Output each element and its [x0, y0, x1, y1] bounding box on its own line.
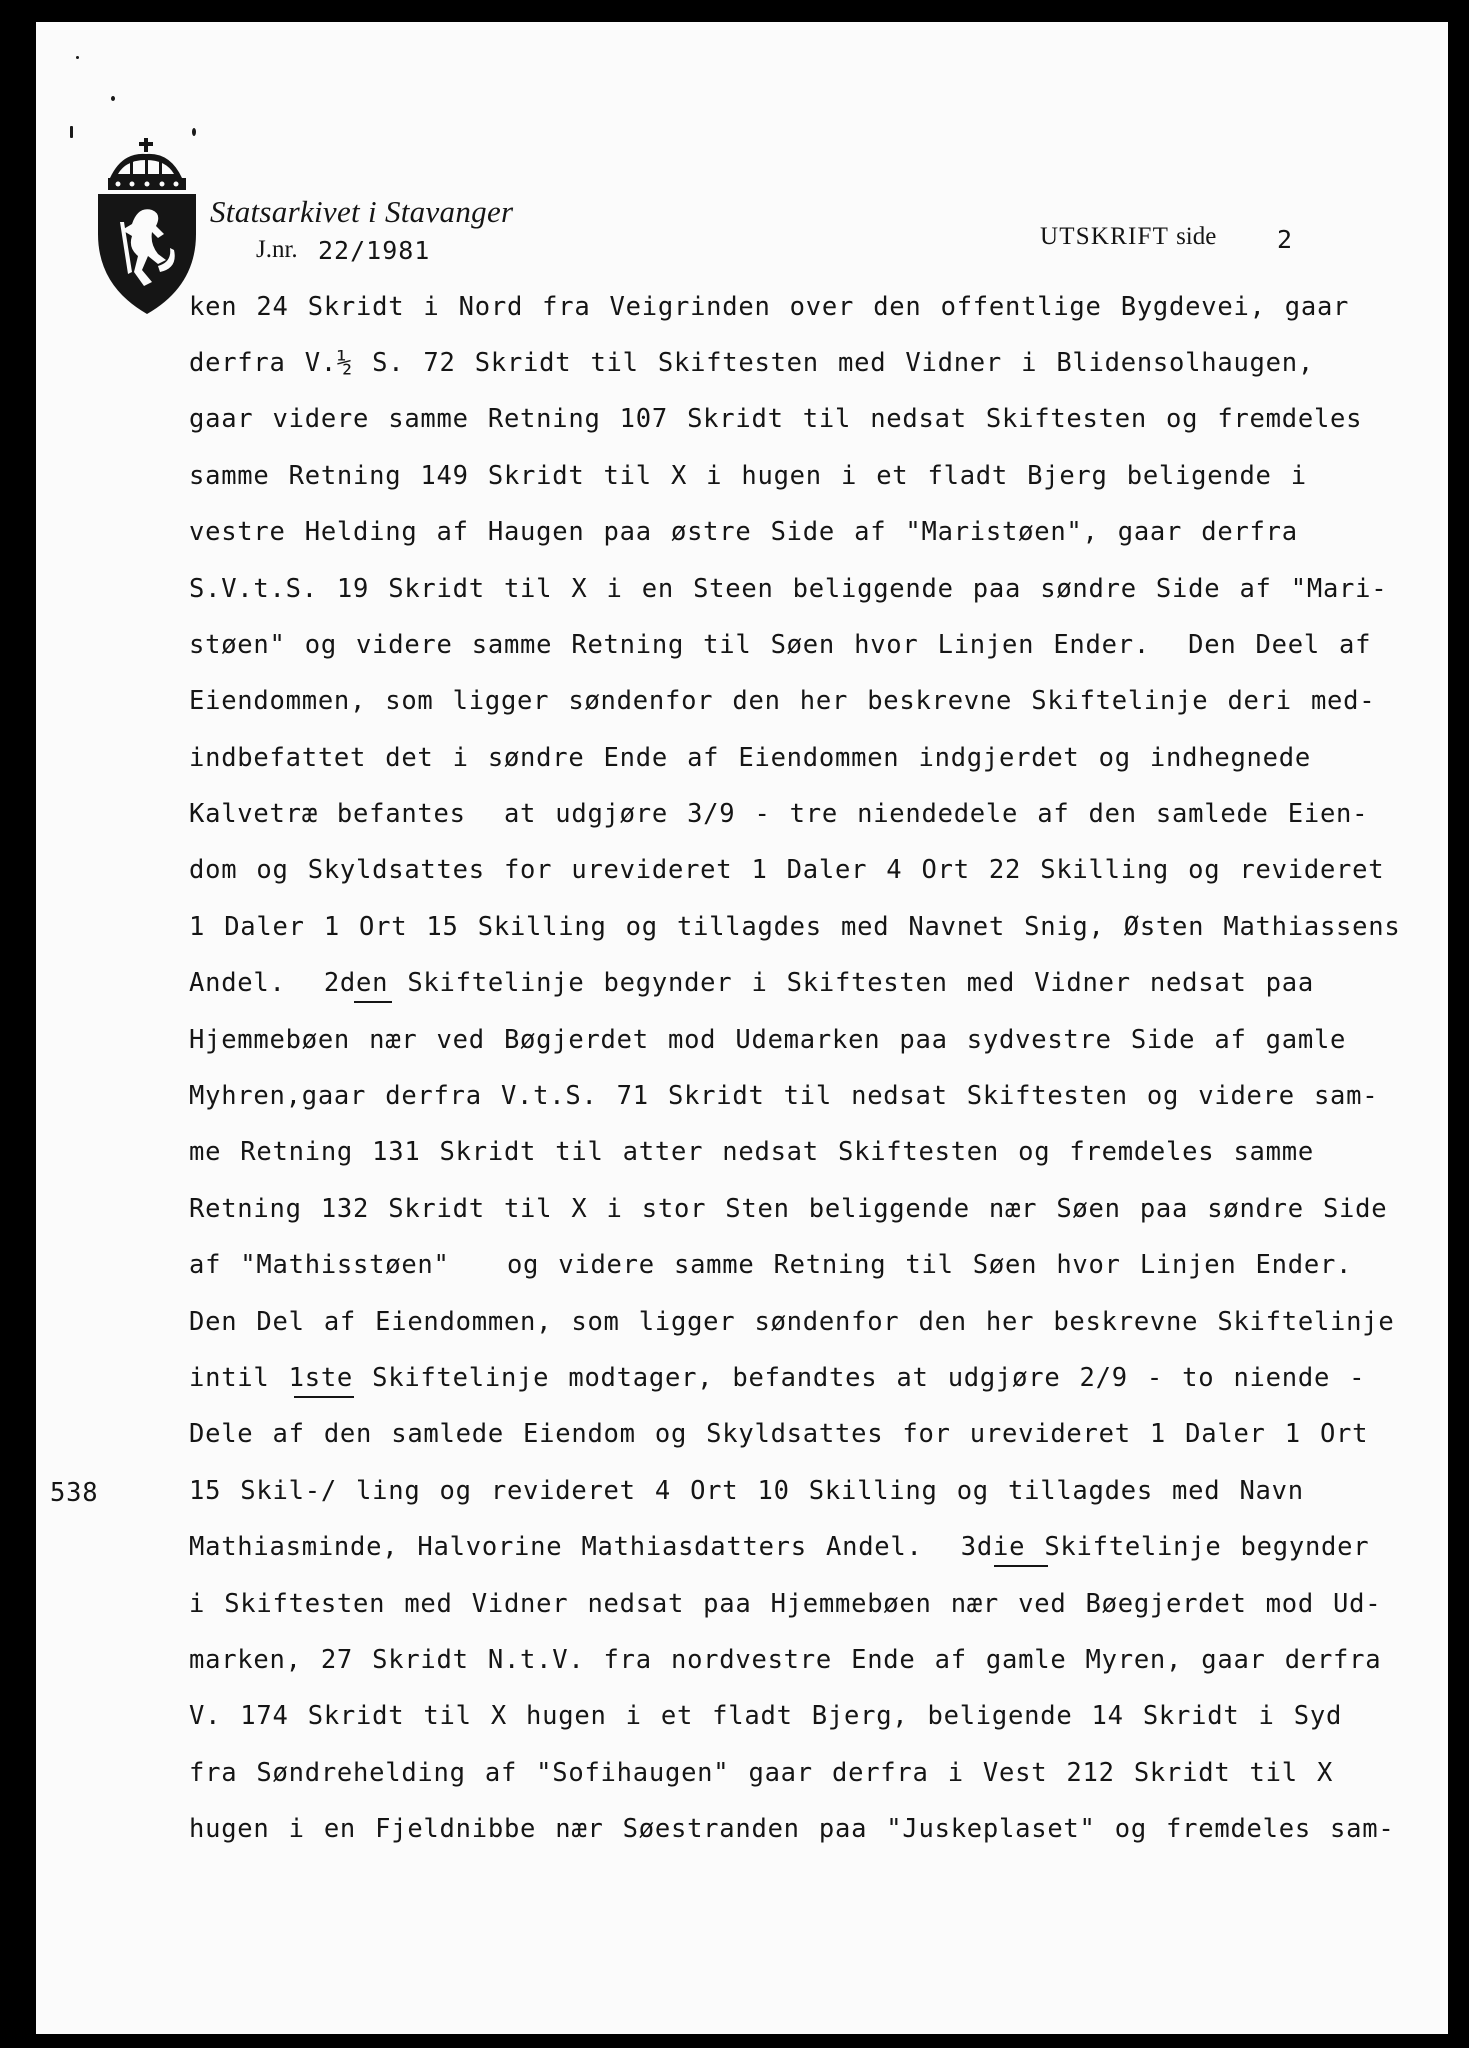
text-line: Myhren,gaar derfra V.t.S. 71 Skridt til nedsat Skiftesten og videre sam-: [189, 1081, 1379, 1111]
text-line: me Retning 131 Skridt til atter nedsat Skiftesten og fremdeles samme: [189, 1137, 1314, 1167]
text-line: vestre Helding af Haugen paa østre Side af "Maristøen", gaar derfra: [189, 517, 1298, 547]
text-line: intil 1ste Skiftelinje modtager, befandtes at udgjøre 2/9 - to niende -: [189, 1363, 1366, 1393]
text-line: Den Del af Eiendommen, som ligger søndenfor den her beskrevne Skiftelinje: [189, 1307, 1395, 1337]
margin-page-note: 538: [50, 1478, 99, 1508]
text-line: Retning 132 Skridt til X i stor Sten beliggende nær Søen paa søndre Side: [189, 1194, 1388, 1224]
text-line: S.V.t.S. 19 Skridt til X i en Steen beliggende paa søndre Side af "Mari-: [189, 574, 1388, 604]
journal-number-label: J.nr.: [256, 236, 298, 263]
scan-speck: [70, 126, 73, 138]
text-line: hugen i en Fjeldnibbe nær Søestranden paa "Juskeplaset" og fremdeles sam-: [189, 1814, 1395, 1844]
text-line: ken 24 Skridt i Nord fra Veigrinden over den offentlige Bygdevei, gaar: [189, 292, 1350, 322]
text-line: støen" og videre samme Retning til Søen hvor Linjen Ender. Den Deel af: [189, 630, 1372, 660]
text-line: dom og Skyldsattes for urevideret 1 Daler 4 Ort 22 Skilling og revideret: [189, 855, 1385, 885]
text-line: gaar videre samme Retning 107 Skridt til nedsat Skiftesten og fremdeles: [189, 404, 1363, 434]
text-line: Mathiasminde, Halvorine Mathiasdatters Andel. 3die Skiftelinje begynder: [189, 1532, 1370, 1562]
text-line: marken, 27 Skridt N.t.V. fra nordvestre Ende af gamle Myren, gaar derfra: [189, 1645, 1382, 1675]
text-line: indbefattet det i søndre Ende af Eiendommen indgjerdet og indhegnede: [189, 743, 1311, 773]
text-line: 1 Daler 1 Ort 15 Skilling og tillagdes med Navnet Snig, Østen Mathiassens: [189, 912, 1401, 942]
scan-speck: [76, 56, 79, 59]
text-line: samme Retning 149 Skridt til X i hugen i et fladt Bjerg beligende i: [189, 461, 1307, 491]
text-line: af "Mathisstøen" og videre samme Retning til Søen hvor Linjen Ender.: [189, 1250, 1353, 1280]
text-line: 15 Skil-/ ling og revideret 4 Ort 10 Skilling og tillagdes med Navn: [189, 1476, 1304, 1506]
scan-speck: [111, 96, 115, 101]
text-line: Dele af den samlede Eiendom og Skyldsattes for urevideret 1 Daler 1 Ort: [189, 1419, 1369, 1449]
underline-mark: [994, 1565, 1048, 1567]
text-line: Eiendommen, som ligger søndenfor den her beskrevne Skiftelinje deri med-: [189, 686, 1376, 716]
page-number: 2: [1277, 225, 1293, 254]
utskrift-label: UTSKRIFT: [1040, 223, 1169, 250]
text-line: V. 174 Skridt til X hugen i et fladt Bjerg, beligende 14 Skridt i Syd: [189, 1701, 1343, 1731]
document-label: [1040, 223, 1216, 251]
text-line: i Skiftesten med Vidner nedsat paa Hjemmebøen nær ved Bøegjerdet mod Ud-: [189, 1589, 1382, 1619]
scan-speck: [192, 128, 196, 136]
text-line: fra Søndrehelding af "Sofihaugen" gaar derfra i Vest 212 Skridt til X: [189, 1758, 1334, 1788]
underline-mark: [294, 1396, 354, 1398]
archive-name: Statsarkivet i Stavanger: [210, 194, 514, 229]
text-line: derfra V.½ S. 72 Skridt til Skiftesten med Vidner i Blidensolhaugen,: [189, 348, 1314, 378]
side-label: side: [1176, 223, 1217, 250]
text-line: Andel. 2den Skiftelinje begynder i Skiftesten med Vidner nedsat paa: [189, 968, 1314, 998]
underline-mark: [354, 1001, 392, 1003]
journal-number: 22/1981: [318, 236, 431, 265]
text-line: Kalvetræ befantes at udgjøre 3/9 - tre niendedele af den samlede Eien-: [189, 799, 1369, 829]
text-line: Hjemmebøen nær ved Bøgjerdet mod Udemarken paa sydvestre Side af gamle: [189, 1025, 1347, 1055]
norwegian-coat-of-arms-icon: [92, 138, 202, 316]
